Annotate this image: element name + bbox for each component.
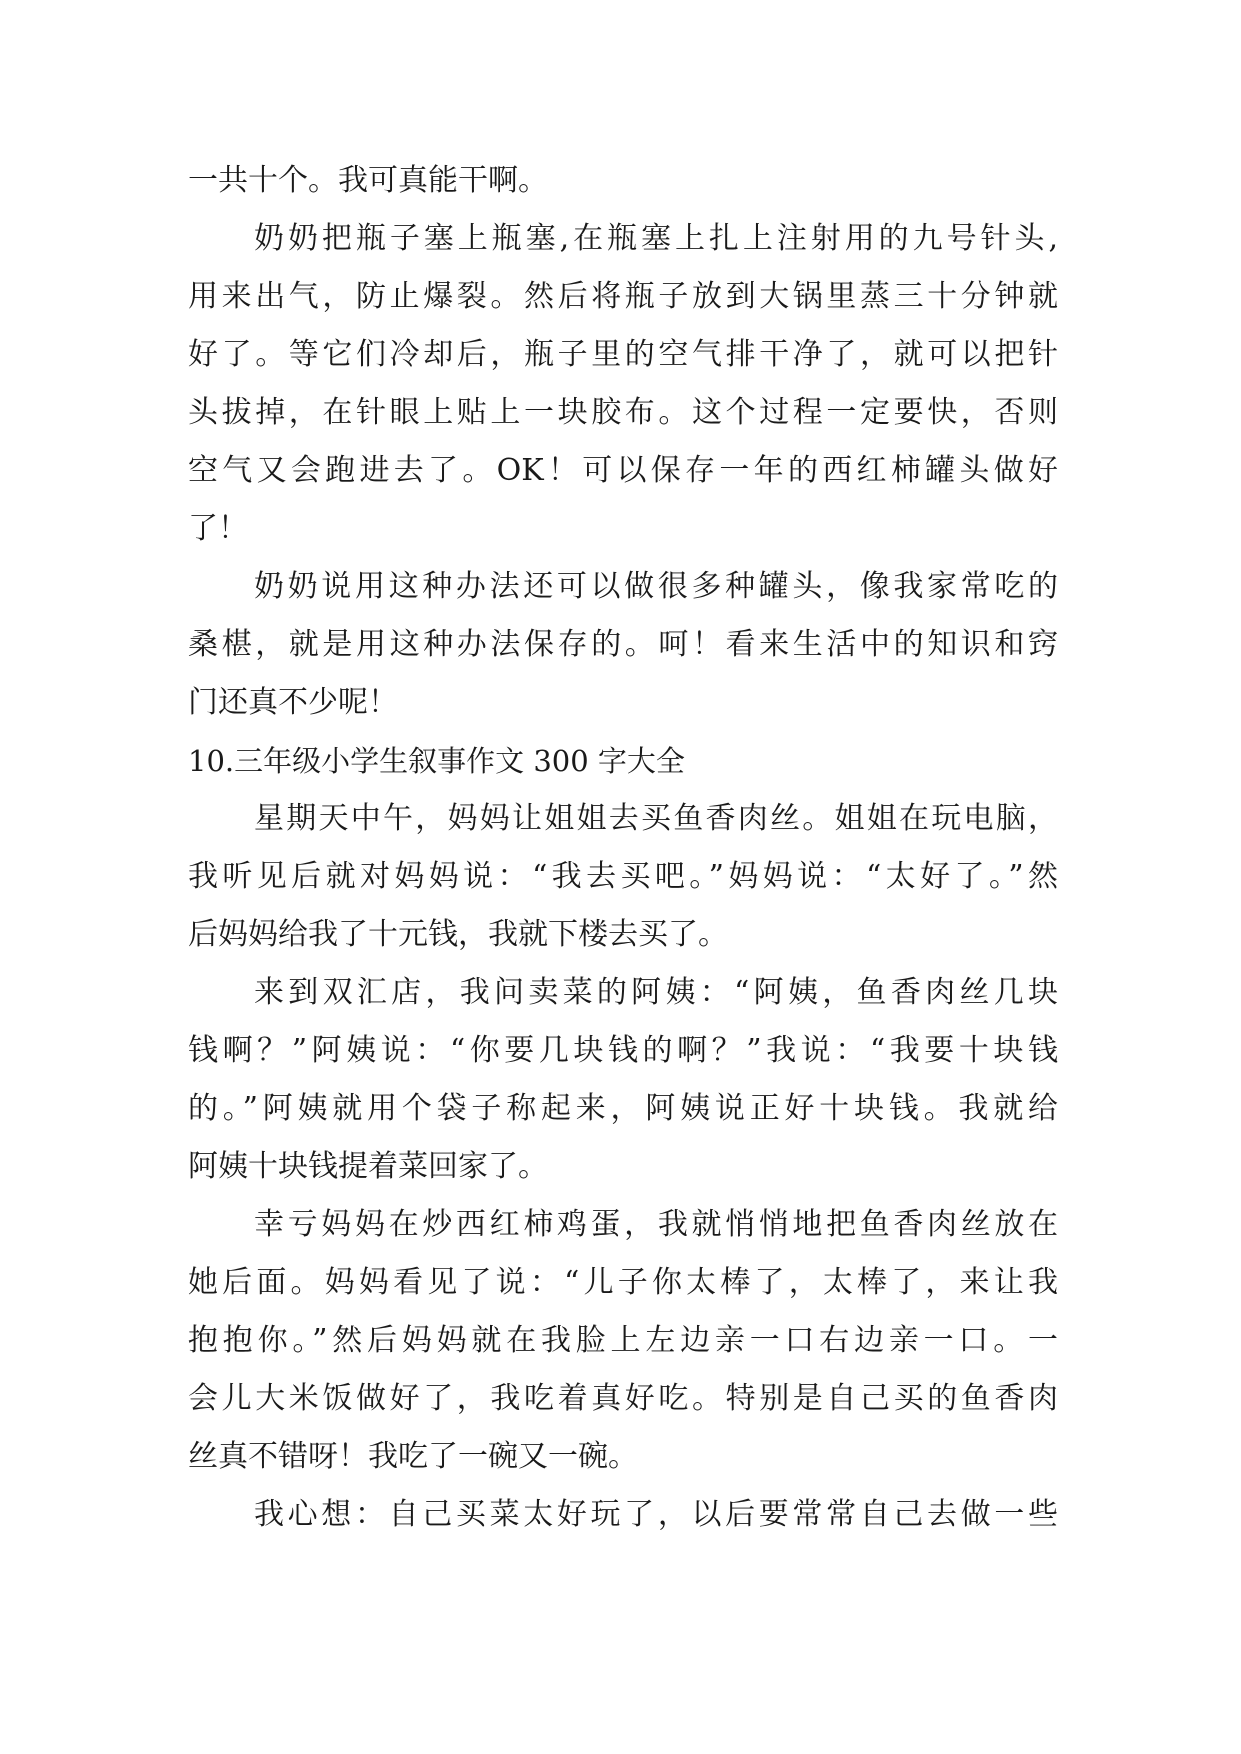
text-line: 桑椹，就是用这种办法保存的。呵！看来生活中的知识和窍 xyxy=(188,627,1058,662)
text-line: 奶奶把瓶子塞上瓶塞,在瓶塞上扎上注射用的九号针头, xyxy=(254,221,1058,256)
text-line: 她后面。妈妈看见了说：“儿子你太棒了，太棒了，来让我 xyxy=(188,1265,1058,1300)
text-line: 了！ xyxy=(188,511,248,546)
text-line: 抱抱你。”然后妈妈就在我脸上左边亲一口右边亲一口。一 xyxy=(188,1323,1058,1358)
text-line: 钱啊？”阿姨说：“你要几块钱的啊？”我说：“我要十块钱 xyxy=(188,1033,1058,1068)
text-line: 用来出气，防止爆裂。然后将瓶子放到大锅里蒸三十分钟就 xyxy=(188,279,1058,314)
text-line: 幸亏妈妈在炒西红柿鸡蛋，我就悄悄地把鱼香肉丝放在 xyxy=(254,1207,1058,1242)
text-line: 门还真不少呢！ xyxy=(188,685,398,720)
text-line: 的。”阿姨就用个袋子称起来，阿姨说正好十块钱。我就给 xyxy=(188,1091,1058,1126)
text-line: 丝真不错呀！我吃了一碗又一碗。 xyxy=(188,1439,638,1474)
text-line: 头拔掉，在针眼上贴上一块胶布。这个过程一定要快，否则 xyxy=(188,395,1058,430)
document-page xyxy=(188,152,1058,1544)
text-line: 空气又会跑进去了。OK！可以保存一年的西红柿罐头做好 xyxy=(188,453,1058,488)
text-line: 星期天中午，妈妈让姐姐去买鱼香肉丝。姐姐在玩电脑， xyxy=(254,801,1058,836)
text-line: 后妈妈给我了十元钱，我就下楼去买了。 xyxy=(188,917,728,952)
text-line: 阿姨十块钱提着菜回家了。 xyxy=(188,1149,548,1184)
section-heading: 10.三年级小学生叙事作文 300 字大全 xyxy=(188,744,685,778)
text-line: 好了。等它们冷却后，瓶子里的空气排干净了，就可以把针 xyxy=(188,337,1058,372)
text-line: 一共十个。我可真能干啊。 xyxy=(188,163,548,198)
text-line: 会儿大米饭做好了，我吃着真好吃。特别是自己买的鱼香肉 xyxy=(188,1381,1058,1416)
text-line: 我心想：自己买菜太好玩了，以后要常常自己去做一些 xyxy=(254,1497,1058,1532)
text-line: 奶奶说用这种办法还可以做很多种罐头，像我家常吃的 xyxy=(254,569,1058,604)
text-line: 来到双汇店，我问卖菜的阿姨：“阿姨，鱼香肉丝几块 xyxy=(254,975,1058,1010)
text-line: 我听见后就对妈妈说：“我去买吧。”妈妈说：“太好了。”然 xyxy=(188,859,1058,894)
